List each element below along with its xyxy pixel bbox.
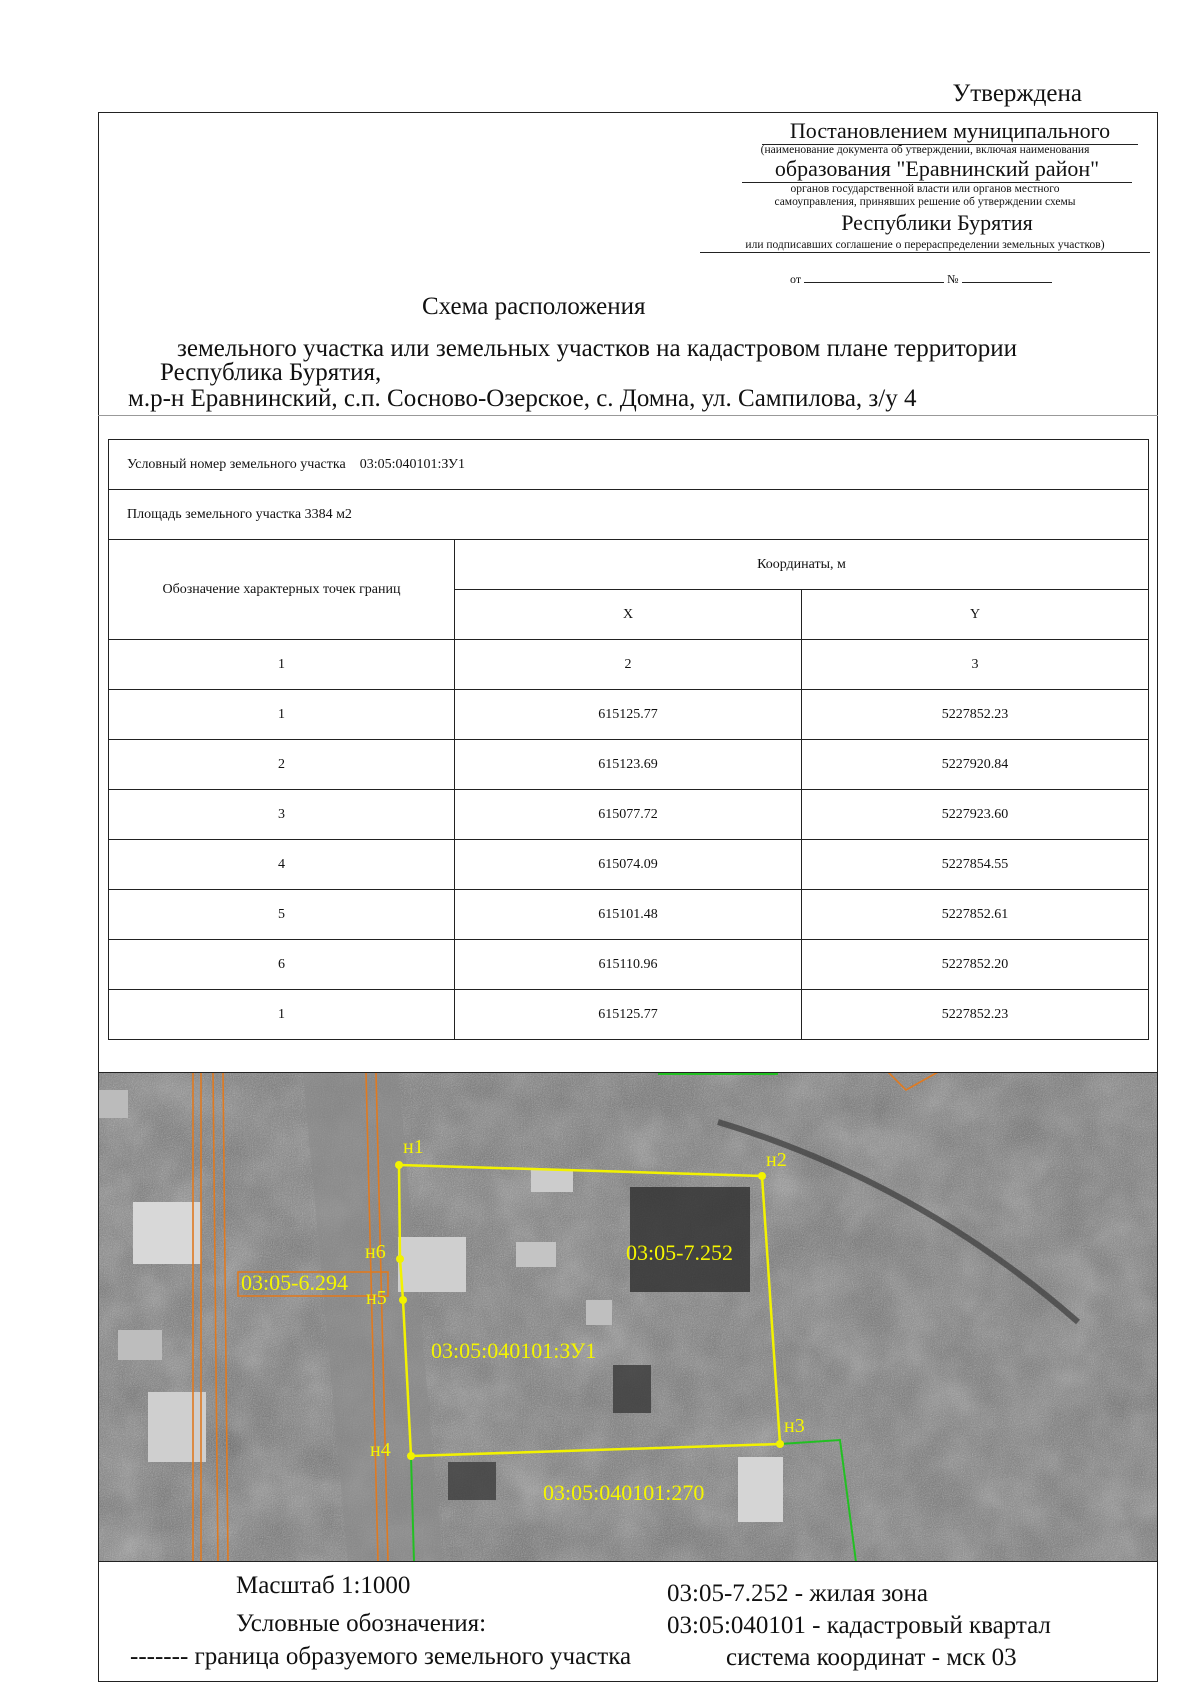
point-number: 6 <box>109 940 455 990</box>
conditional-number-label: Условный номер земельного участка <box>127 456 346 472</box>
title-line-2: земельного участка или земельных участков на кадастровом плане территории <box>177 335 1018 362</box>
y-value: 5227852.23 <box>802 690 1149 740</box>
label-zone-other: 03:05-6.294 <box>241 1270 348 1295</box>
approval-note-1: (наименование документа об утверждении, включая наименования <box>760 144 1090 156</box>
table-row <box>109 790 1149 840</box>
approval-line-1: Постановлением муниципального <box>762 118 1138 145</box>
approval-line-2: образования "Еравнинский район" <box>742 156 1132 183</box>
building <box>98 1090 128 1118</box>
building <box>531 1170 573 1192</box>
point-number: 5 <box>109 890 455 940</box>
point-number: 4 <box>109 840 455 890</box>
y-value: 5227923.60 <box>802 790 1149 840</box>
label-n2: н2 <box>766 1149 787 1171</box>
point-number: 3 <box>109 790 455 840</box>
label-n1: н1 <box>403 1136 424 1158</box>
area-row <box>109 490 1149 540</box>
y-value: 5227854.55 <box>802 840 1149 890</box>
points-header: Обозначение характерных точек границ <box>109 540 455 640</box>
x-value: 615074.09 <box>455 840 802 890</box>
x-value: 615077.72 <box>455 790 802 840</box>
area-cell: Площадь земельного участка 3384 м2 <box>109 490 1149 540</box>
number-label: № <box>947 272 959 286</box>
label-n3: н3 <box>784 1415 805 1437</box>
label-parcel: 03:05:040101:ЗУ1 <box>431 1338 597 1363</box>
building <box>148 1392 206 1462</box>
boundary-legend: ------- граница образуемого земельного участка <box>130 1643 632 1670</box>
zone-legend: 03:05-7.252 - жилая зона <box>667 1580 929 1607</box>
approval-note-3: или подписавших соглашение о перераспределении земельных участков) <box>700 239 1150 253</box>
title-divider <box>98 415 1158 416</box>
table-row <box>109 740 1149 790</box>
coords-header: Координаты, м <box>455 540 1149 590</box>
conventions-title: Условные обозначения: <box>236 1610 487 1637</box>
cadastral-map <box>98 1072 1158 1562</box>
table-row <box>109 940 1149 990</box>
shed <box>448 1462 496 1500</box>
building <box>586 1300 612 1325</box>
building <box>516 1242 556 1267</box>
point-n3 <box>776 1440 784 1448</box>
label-n5: н5 <box>366 1287 387 1309</box>
approved-label: Утверждена <box>952 80 1082 107</box>
conditional-number-value: 03:05:040101:ЗУ1 <box>359 456 465 472</box>
approval-note-2a: органов государственной власти или органов местного <box>790 183 1060 195</box>
x-value: 615101.48 <box>455 890 802 940</box>
x-value: 615110.96 <box>455 940 802 990</box>
column-number: 1 <box>109 640 455 690</box>
y-value: 5227852.61 <box>802 890 1149 940</box>
column-number: 2 <box>455 640 802 690</box>
title-line-3: Республика Бурятия, <box>160 359 382 386</box>
quarter-legend: 03:05:040101 - кадастровый квартал <box>667 1612 1051 1639</box>
table-row <box>109 890 1149 940</box>
title-line-4: м.р-н Еравнинский, с.п. Сосново-Озерское, с. Домна, ул. Сампилова, з/у 4 <box>128 385 917 412</box>
approval-line-3: Республики Бурятия <box>841 210 1033 235</box>
point-n2 <box>758 1172 766 1180</box>
point-number: 2 <box>109 740 455 790</box>
label-zone: 03:05-7.252 <box>626 1240 733 1265</box>
approval-date-row <box>790 272 1052 287</box>
building <box>738 1457 783 1522</box>
date-blank <box>804 282 944 283</box>
shed <box>613 1365 651 1413</box>
y-value: 5227852.20 <box>802 940 1149 990</box>
table-row <box>109 990 1149 1040</box>
building <box>398 1237 466 1292</box>
date-label: от <box>790 272 802 286</box>
point-n5 <box>399 1296 407 1304</box>
map-svg <box>98 1072 1158 1562</box>
column-number: 3 <box>802 640 1149 690</box>
point-n1 <box>395 1161 403 1169</box>
x-value: 615125.77 <box>455 990 802 1040</box>
building <box>133 1202 201 1264</box>
conditional-number-row <box>109 440 1149 490</box>
point-number: 1 <box>109 690 455 740</box>
point-n4 <box>407 1452 415 1460</box>
label-n4: н4 <box>370 1439 391 1461</box>
column-numbers-row <box>109 640 1149 690</box>
point-number: 1 <box>109 990 455 1040</box>
system-legend: система координат - мск 03 <box>726 1644 1017 1671</box>
y-value: 5227852.23 <box>802 990 1149 1040</box>
header-row-1 <box>109 540 1149 590</box>
label-parcel-neighbor: 03:05:040101:270 <box>543 1480 705 1505</box>
point-n6 <box>396 1255 404 1263</box>
table-row <box>109 690 1149 740</box>
y-header: Y <box>802 590 1149 640</box>
x-value: 615123.69 <box>455 740 802 790</box>
label-n6: н6 <box>365 1241 386 1263</box>
y-value: 5227920.84 <box>802 740 1149 790</box>
scale-label: Масштаб 1:1000 <box>236 1572 411 1599</box>
x-header: X <box>455 590 802 640</box>
coordinates-table <box>108 439 1149 1040</box>
conditional-number-cell <box>109 440 1149 490</box>
number-blank <box>962 282 1052 283</box>
approval-note-2b: самоуправления, принявших решение об утверждении схемы <box>774 196 1076 208</box>
building <box>118 1330 162 1360</box>
table-row <box>109 840 1149 890</box>
title-line-1: Схема расположения <box>422 293 646 320</box>
x-value: 615125.77 <box>455 690 802 740</box>
